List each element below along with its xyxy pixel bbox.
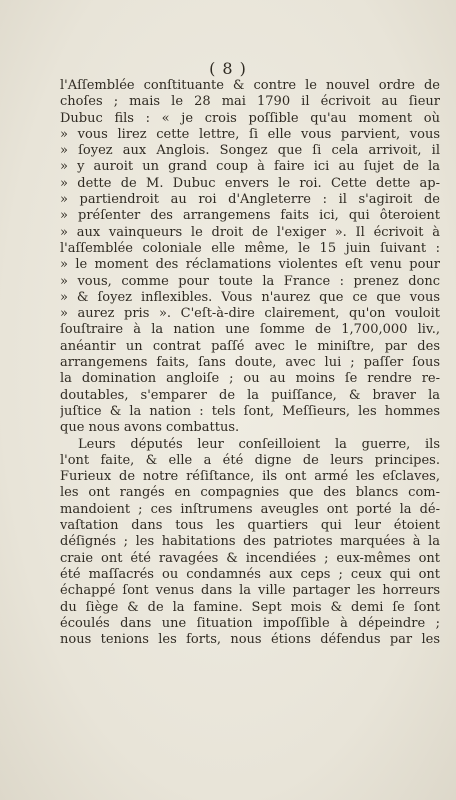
text-line: arrangemens faits, ſans doute, avec lui ; paſſer ſous (60, 355, 440, 371)
text-line: l'aſſemblée coloniale elle même, le 15 juin ſuivant : (60, 240, 440, 256)
text-line: doutables, s'emparer de la puiſſance, & braver la (60, 387, 440, 403)
text-line: Dubuc fils : « je crois poſſible qu'au moment où (60, 110, 440, 126)
text-line: » vous, comme pour toute la France : prenez donc (60, 273, 440, 289)
text-line: juſtice & la nation : tels ſont, Meſſieurs, les hommes (60, 403, 440, 419)
text-line: » dette de M. Dubuc envers le roi. Cette dette ap- (60, 175, 440, 191)
text-line: écoulés dans une ſituation impoſſible à dépeindre ; (60, 615, 440, 631)
text-line: » partiendroit au roi d'Angleterre : il s'agiroit de (60, 192, 440, 208)
text-line: » préſenter des arrangemens faits ici, qui ôteroient (60, 208, 440, 224)
text-line: » y auroit un grand coup à faire ici au ſujet de la (60, 159, 440, 175)
text-line: l'ont faite, & elle a été digne de leurs principes. (60, 452, 440, 468)
text-line: vaſtation dans tous les quartiers qui leur étoient (60, 518, 440, 534)
text-line: du ſiège & de la famine. Sept mois & demi ſe ſont (60, 599, 440, 615)
text-line: été maſſacrés ou condamnés aux ceps ; ceux qui ont (60, 566, 440, 582)
body-text (60, 78, 440, 648)
text-line: craie ont été ravagées & incendiées ; eux-mêmes ont (60, 550, 440, 566)
text-line: que nous avons combattus. (60, 420, 240, 436)
text-line: l'Aſſemblée conſtituante & contre le nouvel ordre de (60, 78, 440, 93)
text-line: » vous lirez cette lettre, ſi elle vous parvient, vous (60, 126, 440, 142)
text-line: déſignés ; les habitations des patriotes marquées à la (60, 534, 440, 550)
text-line: » ſoyez aux Anglois. Songez que ſi cela arrivoit, il (60, 143, 440, 159)
page-number: ( 8 ) (209, 59, 247, 78)
text-line: mandoient ; ces inſtrumens aveugles ont porté la dé- (60, 501, 440, 517)
text-line: ſouſtraire à la nation une ſomme de 1,700,000 liv., (60, 322, 440, 338)
text-line: anéantir un contrat paſſé avec le miniſtre, par des (60, 338, 440, 354)
text-line: nous tenions les forts, nous étions défendus par les (60, 632, 440, 648)
text-line: » le moment des réclamations violentes eſt venu pour (60, 257, 440, 273)
text-line: échappé ſont venus dans la ville partager les horreurs (60, 583, 440, 599)
text-line: les ont rangés en compagnies que des blancs com- (60, 485, 440, 501)
text-line: » aurez pris ». C'eſt-à-dire clairement, qu'on vouloit (60, 306, 440, 322)
text-line: Leurs députés leur conſeilloient la guerre, ils (78, 436, 440, 452)
text-line: Furieux de notre réſiſtance, ils ont armé les eſclaves, (60, 469, 440, 485)
text-line: la domination angloiſe ; ou au moins ſe rendre re- (60, 371, 440, 387)
text-line: » & ſoyez inflexibles. Vous n'aurez que ce que vous (60, 289, 440, 305)
text-line: choſes ; mais le 28 mai 1790 il écrivoit au ſieur (60, 94, 440, 110)
text-line: » aux vainqueurs le droit de l'exiger ». Il écrivoit à (60, 224, 440, 240)
